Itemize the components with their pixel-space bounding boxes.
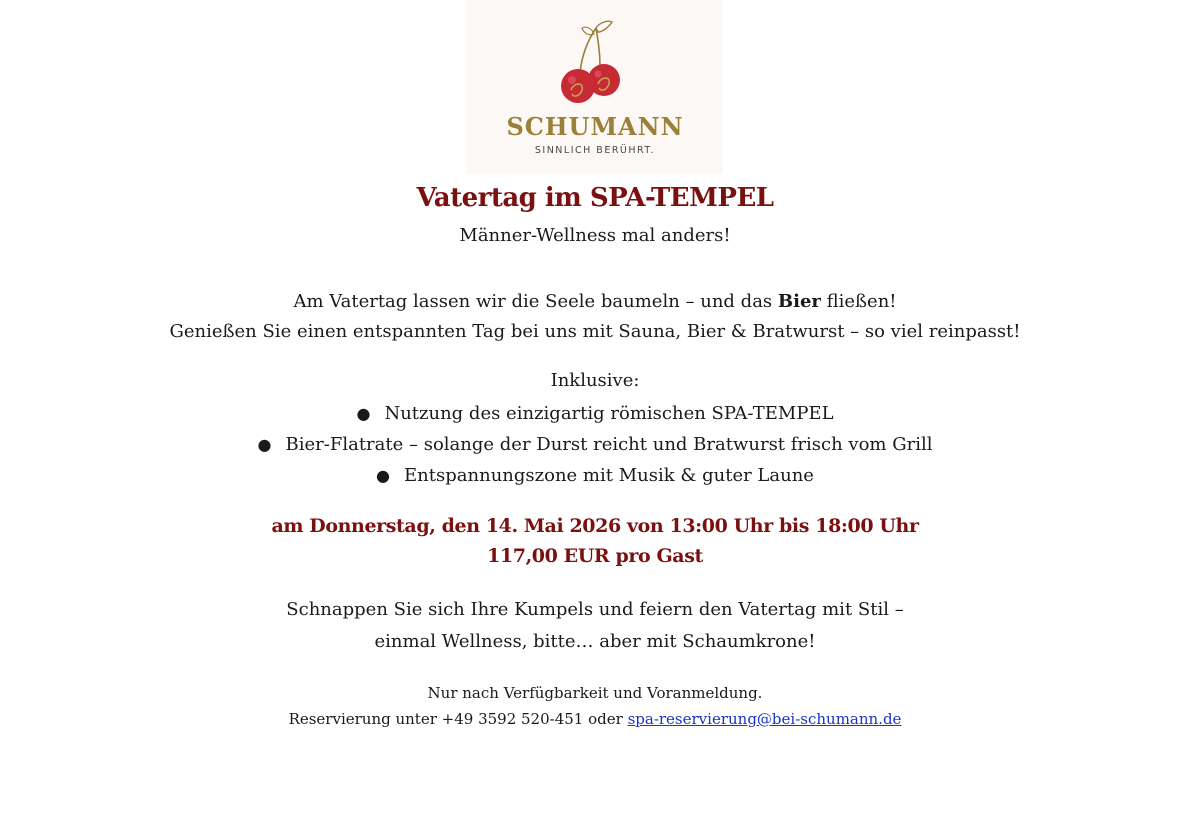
list-item: ● Nutzung des einzigartig römischen SPA-TEMPEL <box>0 398 1190 429</box>
brand-tagline: SINNLICH BERÜHRT. <box>534 145 656 156</box>
closing-line-2: einmal Wellness, bitte… aber mit Schaumkrone! <box>374 631 816 652</box>
brand-name: SCHUMANN <box>506 112 684 141</box>
list-item: ● Entspannungszone mit Musik & guter Laune <box>0 460 1190 491</box>
event-date-time: am Donnerstag, den 14. Mai 2026 von 13:00 Uhr bis 18:00 Uhr <box>271 515 919 537</box>
event-details <box>0 511 1190 571</box>
intro-text <box>0 287 1190 347</box>
bullet-icon: ● <box>257 435 272 454</box>
footer-note <box>0 680 1190 732</box>
brand-logo <box>467 0 723 174</box>
availability-note: Nur nach Verfügbarkeit und Voranmeldung. <box>427 684 763 702</box>
bullet-icon: ● <box>356 404 371 423</box>
intro-line-2: Genießen Sie einen entspannten Tag bei uns mit Sauna, Bier & Bratwurst – so viel reinpasst! <box>169 321 1021 342</box>
inclusive-label: Inklusive: <box>550 370 640 391</box>
page-title: Vatertag im SPA-TEMPEL <box>416 183 774 213</box>
inclusive-list <box>0 398 1190 491</box>
reservation-line: Reservierung unter +49 3592 520-451 oder spa-reservierung@bei-schumann.de <box>288 710 902 728</box>
intro-line-1: Am Vatertag lassen wir die Seele baumeln – und das Bier fließen! <box>293 291 897 312</box>
bullet-icon: ● <box>376 466 391 485</box>
cherry-icon <box>554 20 634 110</box>
closing-line-1: Schnappen Sie sich Ihre Kumpels und feiern den Vatertag mit Stil – <box>286 599 904 620</box>
email-link[interactable]: spa-reservierung@bei-schumann.de <box>627 710 902 728</box>
event-price: 117,00 EUR pro Gast <box>487 545 703 567</box>
page-subtitle: Männer-Wellness mal anders! <box>459 225 731 246</box>
closing-text <box>0 594 1190 658</box>
list-item: ● Bier-Flatrate – solange der Durst reicht und Bratwurst frisch vom Grill <box>0 429 1190 460</box>
beer-highlight: Bier <box>777 291 821 312</box>
